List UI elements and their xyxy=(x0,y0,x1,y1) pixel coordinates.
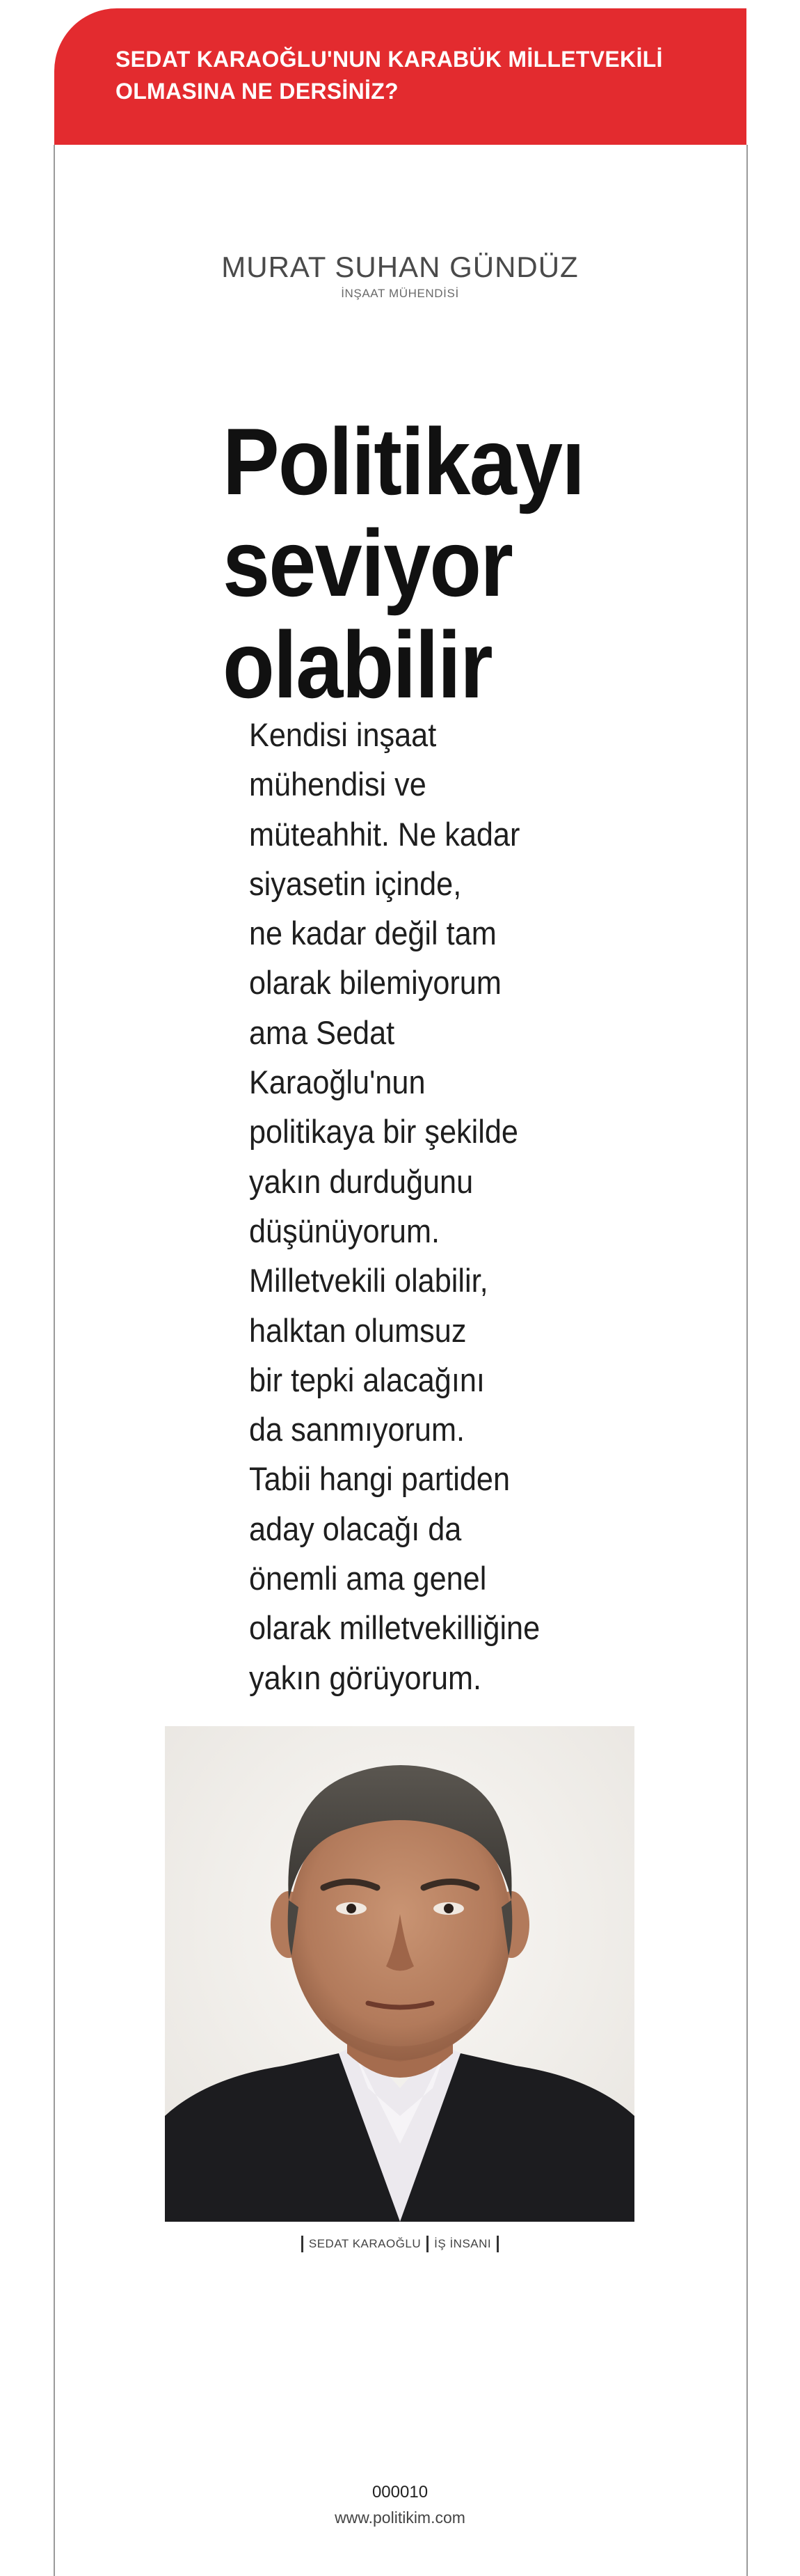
portrait-photo xyxy=(165,1726,634,2222)
photo-caption xyxy=(0,2236,800,2252)
page-number: 000010 xyxy=(371,2483,429,2502)
headline-line: olabilir xyxy=(223,612,492,718)
author-role: İNŞAAT MÜHENDİSİ xyxy=(341,287,459,300)
body-line: Milletvekili olabilir, xyxy=(249,1262,488,1299)
body-line: müteahhit. Ne kadar xyxy=(249,815,520,853)
body-line: olarak milletvekilliğine xyxy=(249,1609,541,1647)
caption-separator xyxy=(301,2236,303,2252)
author-name: MURAT SUHAN GÜNDÜZ xyxy=(221,251,579,283)
body-line: ne kadar değil tam xyxy=(249,915,497,952)
header-title-line-1: SEDAT KARAOĞLU'NUN KARABÜK MİLLETVEKİLİ xyxy=(115,47,663,72)
caption-person-title: İŞ İNSANI xyxy=(434,2237,492,2250)
author-byline xyxy=(0,249,800,301)
caption-separator xyxy=(426,2236,429,2252)
body-line: siyasetin içinde, xyxy=(249,864,462,902)
body-line: Karaoğlu'nun xyxy=(249,1064,426,1101)
body-line: mühendisi ve xyxy=(249,766,426,803)
headline-line: seviyor xyxy=(223,510,513,616)
header-title-line-2: OLMASINA NE DERSİNİZ? xyxy=(115,79,399,104)
header-title xyxy=(115,43,705,107)
body-line: da sanmıyorum. xyxy=(249,1411,465,1448)
article-body xyxy=(249,710,611,1702)
body-line: politikaya bir şekilde xyxy=(249,1113,518,1151)
body-line: bir tepki alacağını xyxy=(249,1361,485,1398)
caption-separator xyxy=(497,2236,499,2252)
header-banner xyxy=(54,8,746,145)
page-footer xyxy=(0,2481,800,2529)
article-headline xyxy=(223,411,611,716)
body-line: Tabii hangi partiden xyxy=(249,1460,511,1498)
portrait-illustration xyxy=(165,1726,634,2222)
headline-line: Politikayı xyxy=(223,409,584,514)
left-border-rule xyxy=(54,145,55,2576)
caption-person-name: SEDAT KARAOĞLU xyxy=(308,2237,422,2250)
body-line: önemli ama genel xyxy=(249,1560,487,1597)
body-line: düşünüyorum. xyxy=(249,1212,440,1249)
right-border-rule xyxy=(746,145,748,2576)
body-line: halktan olumsuz xyxy=(249,1311,467,1349)
body-line: olarak bilemiyorum xyxy=(249,964,502,1002)
body-line: yakın durduğunu xyxy=(249,1162,474,1200)
site-url: www.politikim.com xyxy=(335,2508,465,2527)
body-line: yakın görüyorum. xyxy=(249,1659,482,1696)
body-line: Kendisi inşaat xyxy=(249,716,437,753)
body-line: aday olacağı da xyxy=(249,1510,462,1547)
body-line: ama Sedat xyxy=(249,1013,395,1051)
